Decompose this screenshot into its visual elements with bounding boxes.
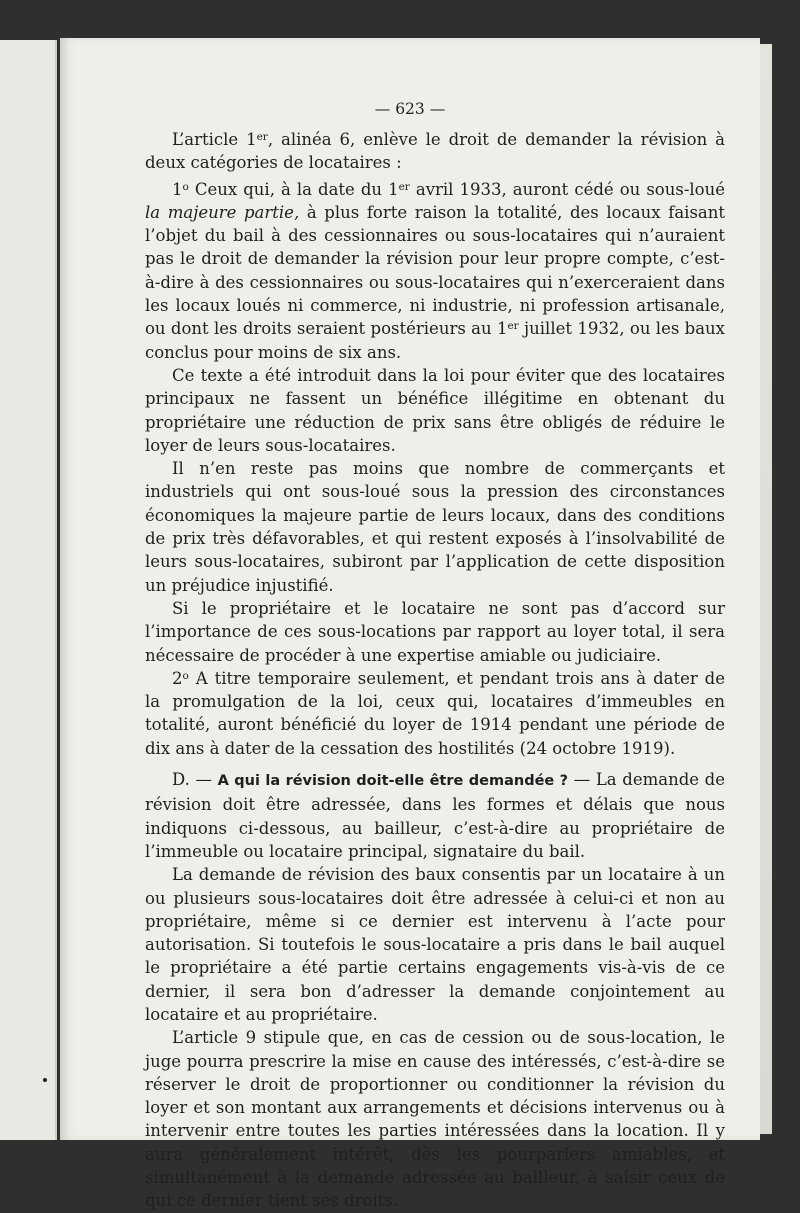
page-stack-edge	[760, 44, 772, 1134]
section-d: D. — A qui la révision doit-elle être demandée ? — La demande de révision doit être adressée, dans les formes et délais que nous indiquons ci-dessous, au bailleur, c’est-à-dire au propriétaire de l’immeuble ou locataire principal, signataire du bail.	[145, 770, 725, 861]
paragraph-8: La demande de révision des baux consentis par un locataire à un ou plusieurs sous-locataires doit être adressée à celui-ci et non au propriétaire, même si ce dernier est intervenu à l’acte pour autorisation. Si toutefois le sous-locataire a pris dans le bail auquel le propriétaire a été partie certains engagements vis-à-vis de ce dernier, il sera bon d’adresser la demande conjointement au locataire et au propriétaire.	[145, 865, 725, 1024]
page-number: — 623 —	[374, 100, 446, 118]
facing-page-edge	[0, 40, 57, 1140]
paragraph-1: L’article 1er, alinéa 6, enlève le droit de demander la révision à deux catégories de locataires :	[145, 130, 725, 173]
paragraph-2: 1$^o$ Ceux qui, à la date du 1er avril 1933, auront cédé ou sous-loué la majeure partie, à plus forte raison la totalité, des locaux faisant l’objet du bail à des cessionnaires ou sous-locataires qui n’auraient pas le droit de demander la révision pour leur propre compte, c’est-à-dire à des cessionnaires ou sous-locataires qui n’exerceraient dans les locaux loués ni commerce, ni industrie, ni profession artisanale, ou dont les droits seraient postérieurs au 1er juillet 1932, ou les baux conclus pour moins de six ans.	[145, 179, 726, 362]
paragraph-6: 2$^o$ A titre temporaire seulement, et pendant trois ans à dater de la promulgation de la loi, ceux qui, locataires d’immeubles en totalité, auront bénéficié du loyer de 1914 pendant une période de dix ans à dater de la cessation des hostilités (24 octobre 1919).	[145, 668, 725, 758]
paragraph-9: L’article 9 stipule que, en cas de cession ou de sous-location, le juge pourra prescrire la mise en cause des intéressés, c’est-à-dire se réserver le droit de proportionner ou conditionner la révision du loyer et son montant aux arrangements et décisions intervenus ou à intervenir entre toutes les parties intéressées dans la location. Il y aura généralement intérêt, dès les pourparlers amiables, et simultanément à la demande adressée au bailleur, à saisir ceux de qui ce dernier tient ses droits.	[145, 1028, 725, 1211]
book-page	[60, 38, 760, 1211]
paragraph-3: Ce texte a été introduit dans la loi pour éviter que des locataires principaux ne fassent un bénéfice illégitime en obtenant du propriétaire une réduction de prix sans être obligés de réduire le loyer de leurs sous-locataires.	[145, 365, 725, 455]
margin-mark	[43, 1078, 47, 1082]
section-heading: A qui la révision doit-elle être demandée ?	[217, 773, 569, 790]
paragraph-5: Si le propriétaire et le locataire ne sont pas d’accord sur l’importance de ces sous-locations par rapport au loyer total, il sera nécessaire de procéder à une expertise amiable ou judiciaire.	[145, 598, 725, 665]
paragraph-4: Il n’en reste pas moins que nombre de commerçants et industriels qui ont sous-loué sous la pression des circonstances économiques la majeure partie de leurs locaux, dans des conditions de prix très défavorables, et qui restent exposés à l’insolvabilité de leurs sous-locataires, subiront par l’application de cette disposition un préjudice injustifié.	[145, 459, 725, 595]
body-text	[145, 128, 725, 1213]
